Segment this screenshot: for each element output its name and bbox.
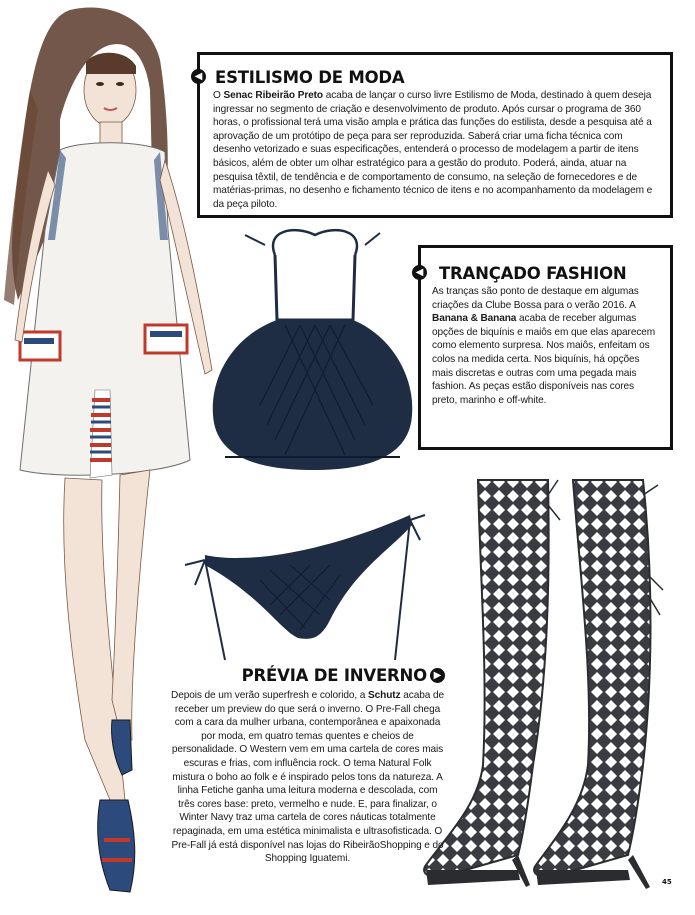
trancado-title: TRANÇADO FASHION	[439, 264, 627, 283]
previa-heading-row	[170, 667, 445, 687]
gladiator-boots-image	[408, 475, 688, 905]
previa-body	[170, 689, 445, 866]
previa-body-bold: Schutz	[368, 690, 401, 701]
arrow-left-circle-icon: ◀	[412, 265, 427, 280]
estilismo-de-moda-box	[194, 52, 673, 218]
estilismo-body-prefix: O	[213, 90, 224, 101]
trancado-body-part2: acaba de receber algumas opções de biquínis e maiôs em que elas aparecem como elemento surpresa. Nos maiôs, enfeitam os colos na medida certa. Nos biquínis, há opções mais discretas e outras com uma pegada mais fashion. As peças estão disponíveis nas cores preto, marinho e off-white.	[432, 313, 656, 406]
trancado-fashion-box	[415, 245, 673, 450]
estilismo-body	[213, 89, 660, 211]
bikini-top-image	[205, 225, 420, 485]
trancado-body-bold: Banana & Banana	[432, 313, 517, 325]
trancado-body	[432, 285, 660, 407]
previa-de-inverno-section	[170, 667, 445, 866]
arrow-right-circle-icon: ▶	[430, 668, 445, 683]
previa-title: PRÉVIA DE INVERNO	[241, 666, 427, 685]
previa-body-part1: Depois de um verão superfresh e colorido, a	[171, 690, 369, 701]
estilismo-title: ESTILISMO DE MODA	[215, 68, 405, 87]
estilismo-body-bold: Senac Ribeirão Preto	[223, 90, 324, 101]
estilismo-body-rest: acaba de lançar o curso livre Estilismo de Moda, destinado à quem deseja ingressar no segmento de criação e desenvolvimento de produto. Após cursar o programa de 360 horas, o profissional terá uma visão ampla e prática das funções do estilista, desde a pesquisa até a aprovação de um protótipo de peça para ser reproduzida. Saberá criar uma ficha técnica com desenho vetorizado e suas especificações, entenderá o processo de modelagem a partir de itens básicos, além de obter um olhar estratégico para a gestão do produto. Poderá, ainda, atuar na pesquisa têxtil, de tendência e de comportamento de consumo, na seleção de fornecedores e de matérias-primas, no desenho e fichamento técnico de itens e no acompanhamento da modelagem e da peça piloto.	[213, 90, 653, 210]
page-number: 45	[662, 878, 672, 886]
arrow-left-circle-icon: ◀	[191, 69, 206, 84]
previa-body-part2: acaba de receber um preview do que será o inverno. O Pre-Fall chega com a cara da mulher urbana, contemporânea e apaixonada por moda, em quatro temas quentes e cheios de personalidade. O Western vem em uma cartela de cores mais escuras e frias, com influência rock. O tema Natural Folk mistura o boho ao folk e é inspirado pelos tons da natureza. A linha Fetiche ganha uma leitura moderna e descolada, com três cores base: preto, vermelho e nude. E, para finalizar, o Winter Navy traz uma cartela de cores náuticas totalmente repaginada, em uma estética minimalista e ultrasofisticada. O Pre-Fall já está disponível nas lojas do RibeirãoShopping e do Shopping Iguatemi.	[171, 690, 444, 865]
trancado-body-part1: As tranças são ponto de destaque em algumas criações da Clube Bossa para o verão 2016. A	[432, 286, 639, 311]
